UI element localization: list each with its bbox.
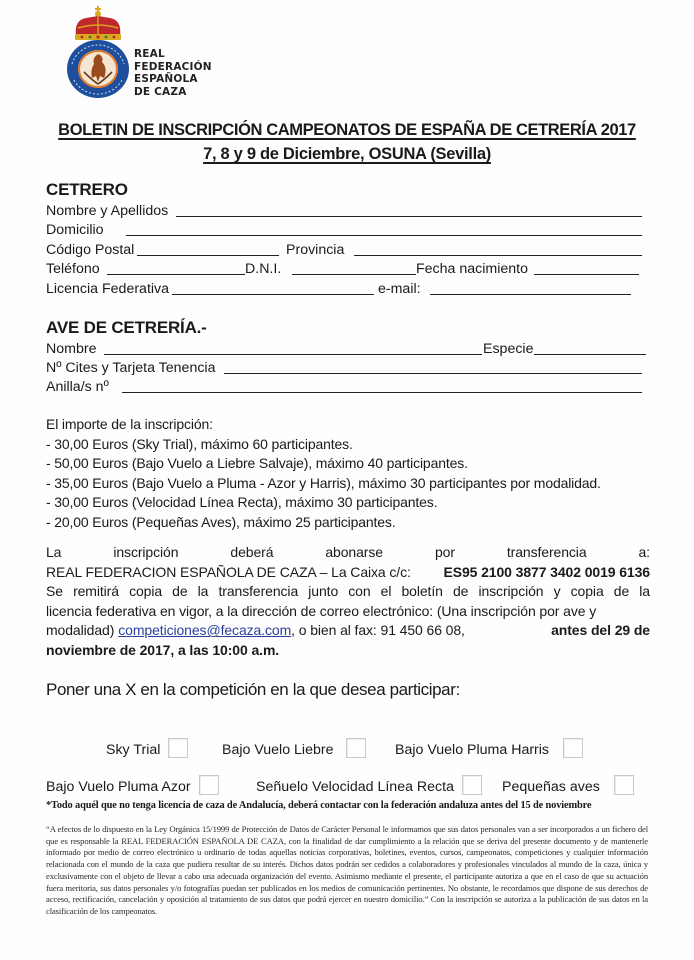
field-anilla[interactable]: [46, 378, 646, 398]
input-line-codigo-postal[interactable]: [137, 255, 279, 256]
field-label: Código Postal: [46, 242, 135, 258]
checkbox-bajo-vuelo-liebre[interactable]: [346, 738, 366, 758]
bank-account-number: ES95 2100 3877 3402 0019 6136: [443, 563, 650, 580]
competition-option-bajo-vuelo-pluma-harris[interactable]: [395, 738, 583, 759]
field-label: e-mail:: [378, 281, 421, 297]
checkbox-pequenas-aves[interactable]: [614, 775, 634, 795]
checkbox-bajo-vuelo-pluma-azor[interactable]: [199, 775, 219, 795]
field-label: D.N.I.: [245, 261, 282, 277]
option-label: Bajo Vuelo Pluma Azor: [46, 779, 191, 795]
payment-word: de: [613, 583, 630, 600]
payment-word: a:: [638, 544, 650, 560]
email-link[interactable]: competiciones@fecaza.com: [118, 622, 292, 639]
payment-text: licencia federativa en vigor, a la dirección de correo electrónico: (Una inscripción por ave y: [46, 602, 597, 619]
input-line-cites[interactable]: [224, 373, 642, 374]
fee-item: - 30,00 Euros (Velocidad Línea Recta), máximo 30 participantes.: [46, 494, 438, 511]
document-subtitle: 7, 8 y 9 de Diciembre, OSUNA (Sevilla): [203, 145, 491, 163]
field-label: Anilla/s nº: [46, 379, 109, 395]
payment-word: la: [197, 583, 209, 600]
payment-word: remitirá: [73, 583, 119, 600]
deadline-text: noviembre de 2017, a las 10:00 a.m.: [46, 641, 280, 658]
competition-option-senuelo-velocidad[interactable]: [256, 775, 482, 796]
payment-word: inscripción: [478, 583, 544, 600]
competition-option-sky-trial[interactable]: [106, 738, 188, 759]
field-cites[interactable]: [46, 359, 646, 379]
field-label: Nombre y Apellidos: [46, 203, 169, 219]
field-codigo-postal-provincia[interactable]: [46, 241, 646, 261]
field-label: Domicilio: [46, 222, 104, 238]
competition-instruction: Poner una X en la competición en la que desea participar:: [46, 680, 460, 699]
payment-contact: [46, 621, 465, 641]
option-label: Pequeñas aves: [502, 779, 600, 795]
payment-word: boletín: [401, 583, 443, 600]
fees-intro: El importe de la inscripción:: [46, 416, 213, 432]
andalucia-license-note: *Todo aquél que no tenga licencia de caza de Andalucía, deberá contactar con la federación andaluza antes del 15 de noviembre: [46, 800, 592, 811]
payment-word: inscripción: [113, 544, 179, 560]
payment-line: [46, 641, 650, 661]
option-label: Bajo Vuelo Pluma Harris: [395, 742, 550, 758]
payment-line: [46, 582, 650, 602]
field-domicilio[interactable]: [46, 221, 646, 241]
fee-item: - 30,00 Euros (Sky Trial), máximo 60 participantes.: [46, 435, 353, 452]
input-line-domicilio[interactable]: [126, 235, 642, 236]
payment-word: el: [380, 583, 392, 600]
field-ave-nombre-especie[interactable]: [46, 340, 646, 360]
input-line-nombre[interactable]: [176, 216, 642, 217]
federation-name: [134, 48, 212, 98]
payment-word: de: [452, 583, 469, 600]
fee-item: - 35,00 Euros (Bajo Vuelo a Pluma - Azor y Harris), máximo 30 participantes por modalidad.: [46, 474, 601, 491]
field-label: Nº Cites y Tarjeta Tenencia: [46, 360, 216, 376]
payment-word: La: [46, 544, 62, 560]
input-line-dni[interactable]: [292, 274, 416, 275]
competition-option-bajo-vuelo-liebre[interactable]: [222, 738, 366, 759]
payment-line: [46, 602, 650, 622]
payment-text: modalidad): [46, 622, 115, 639]
field-label: Licencia Federativa: [46, 281, 170, 297]
bank-text: REAL FEDERACION ESPAÑOLA DE CAZA – La Caixa c/c:: [46, 563, 411, 580]
input-line-fecha-nacimiento[interactable]: [534, 274, 639, 275]
logo-line: ESPAÑOLA: [134, 73, 198, 86]
field-telefono-dni-fecha[interactable]: [46, 260, 646, 280]
payment-word: transferencia: [506, 544, 587, 560]
checkbox-bajo-vuelo-pluma-harris[interactable]: [563, 738, 583, 758]
option-label: Sky Trial: [106, 742, 161, 758]
payment-word: transferencia: [218, 583, 299, 600]
payment-word: con: [348, 583, 371, 600]
field-label: Fecha nacimiento: [416, 261, 528, 277]
input-line-ave-nombre[interactable]: [104, 354, 482, 355]
field-label: Especie: [483, 341, 534, 357]
payment-word: la: [639, 583, 650, 600]
payment-word: Se: [46, 583, 63, 600]
payment-word: deberá: [230, 544, 274, 560]
logo-line: FEDERACIÓN: [134, 60, 212, 73]
payment-word: copia: [129, 583, 163, 600]
cetrero-heading: CETRERO: [46, 180, 128, 199]
field-label: Nombre: [46, 341, 97, 357]
input-line-especie[interactable]: [534, 354, 646, 355]
logo-line: DE CAZA: [134, 85, 187, 98]
input-line-licencia[interactable]: [172, 294, 374, 295]
field-nombre-apellidos[interactable]: [46, 202, 646, 222]
competition-option-pequenas-aves[interactable]: [502, 775, 634, 796]
input-line-anilla[interactable]: [122, 392, 642, 393]
payment-word: copia: [570, 583, 604, 600]
payment-word: y: [553, 583, 561, 600]
competition-option-bajo-vuelo-pluma-azor[interactable]: [46, 775, 219, 796]
checkbox-sky-trial[interactable]: [168, 738, 188, 758]
payment-word: junto: [308, 583, 339, 600]
data-protection-notice: “A efectos de lo dispuesto en la Ley Orgánica 15/1999 de Protección de Datos de Carácter Personal le informamos que sus datos personales van a ser incorporados a un fichero del que es responsable la REAL FEDERACIÓN ESPAÑOLA DE CAZA, con la finalidad de dar cumplimiento a la relación que se deriva del presente documento y de mantenerle informado por medio de correo electrónico u ordinario de todas aquellas noticias corporativas, boletines, eventos, cursos, campeonatos, competiciones y cualquier información relacionada con el mundo de la caza que pudiera resultar de su interés. Dichos datos podrán ser cedidos a colaboradores y profesionales vinculados al mundo de la caza, única y exclusivamente con el objeto de llevar a cabo una adecuada organización del evento. Asimismo mediante el presente, el participante autoriza a que en el caso de que su actuación fuera meritoria, sus datos personales y/o fotografías puedan ser publicados en los medios de comunicación pertinentes. No obstante, le recordamos que dispone de sus derechos de acceso, rectificación, cancelación y oposición al tratamiento de sus datos que podrá ejercer en nuestro domicilio.” Con la inscripción se autoriza a la publicación de sus datos en la clasificación de los campeonatos.: [46, 824, 648, 916]
field-label: Teléfono: [46, 261, 100, 277]
fax-text: , o bien al fax: 91 450 66 08,: [291, 622, 465, 639]
payment-word: por: [434, 544, 455, 560]
federation-logo: [64, 6, 234, 102]
fee-item: - 50,00 Euros (Bajo Vuelo a Liebre Salvaje), máximo 40 participantes.: [46, 455, 468, 472]
input-line-email[interactable]: [430, 294, 631, 295]
input-line-telefono[interactable]: [107, 274, 245, 275]
option-label: Señuelo Velocidad Línea Recta: [256, 779, 454, 795]
deadline-text: antes del 29 de: [551, 622, 650, 639]
field-label: Provincia: [286, 242, 345, 258]
payment-line: [46, 563, 650, 583]
checkbox-senuelo-velocidad[interactable]: [462, 775, 482, 795]
payment-word: abonarse: [325, 544, 383, 560]
federation-crest-icon: [64, 6, 132, 100]
payment-word: de: [172, 583, 188, 600]
document-title: BOLETIN DE INSCRIPCIÓN CAMPEONATOS DE ESPAÑA DE CETRERÍA 2017: [58, 121, 636, 139]
logo-line: REAL: [134, 48, 165, 60]
input-line-provincia[interactable]: [354, 255, 642, 256]
payment-instructions: [46, 543, 650, 661]
payment-line: [46, 543, 650, 563]
ave-heading: AVE DE CETRERÍA.-: [46, 318, 207, 337]
payment-line: [46, 621, 650, 641]
fees-section: [46, 415, 601, 533]
fee-item: - 20,00 Euros (Pequeñas Aves), máximo 25 participantes.: [46, 513, 396, 530]
field-licencia-email[interactable]: [46, 280, 646, 300]
option-label: Bajo Vuelo Liebre: [222, 742, 334, 758]
